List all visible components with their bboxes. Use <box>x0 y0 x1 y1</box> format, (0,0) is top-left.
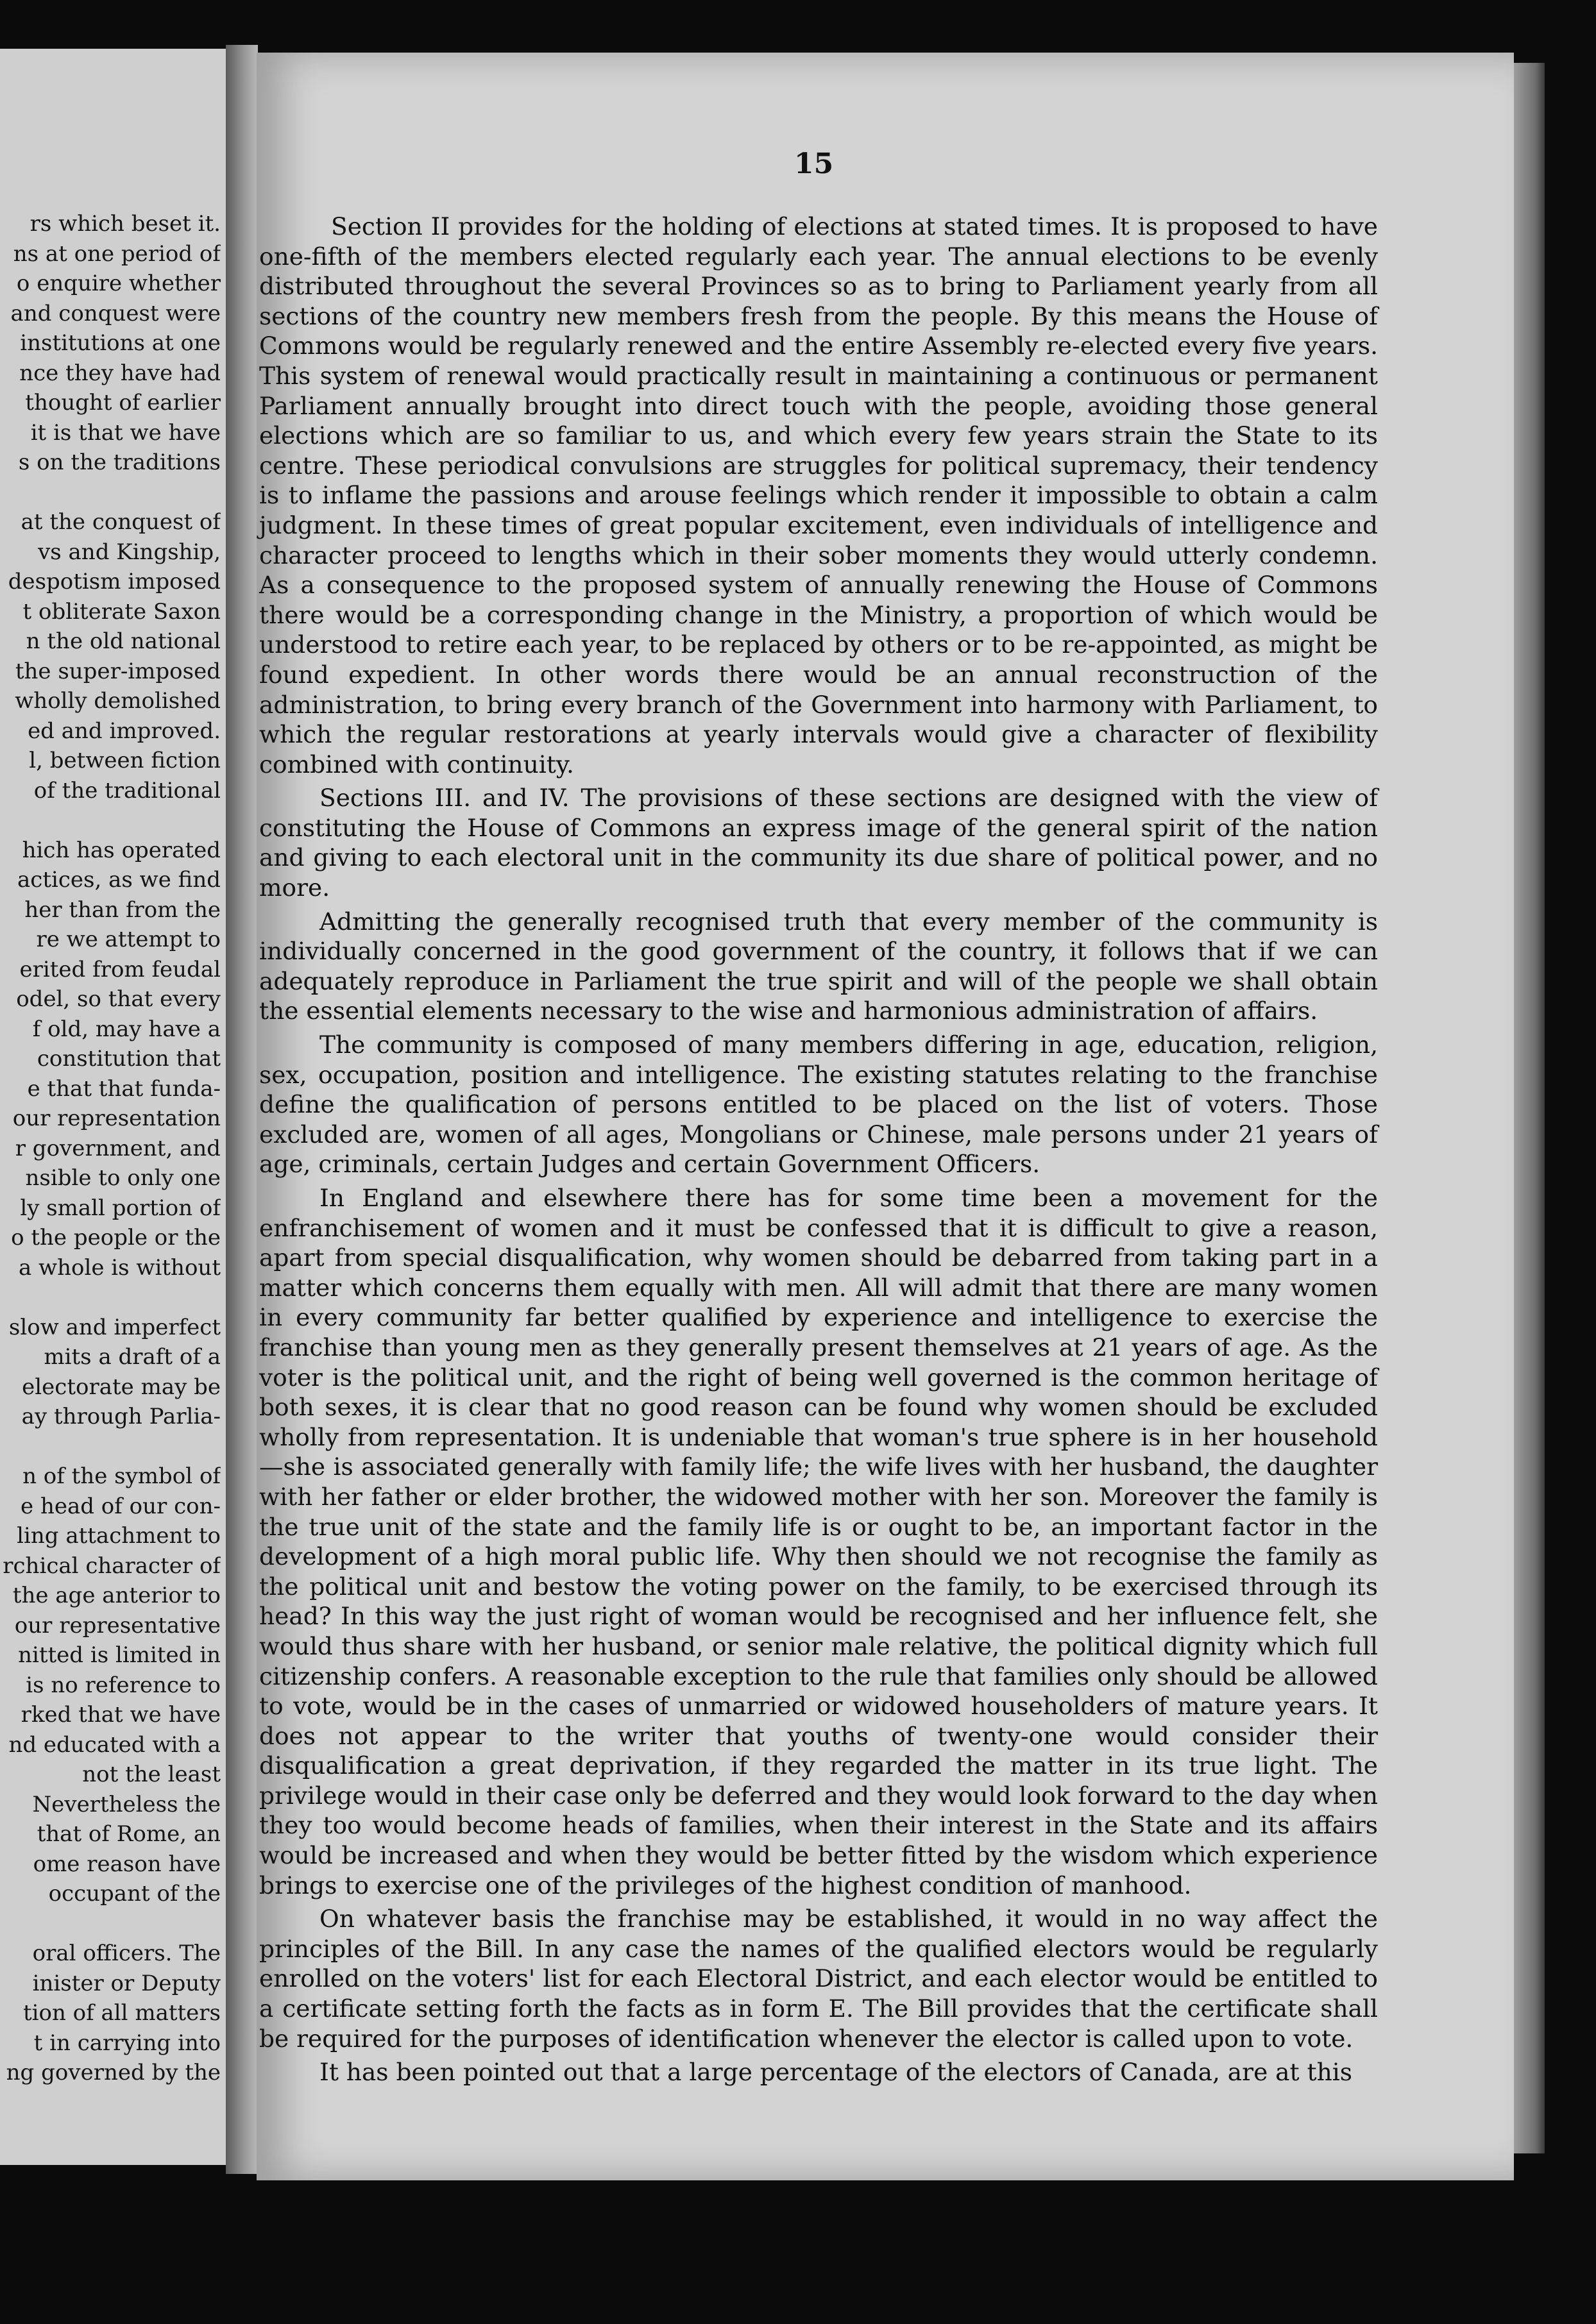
left-page-line: tion of all matters <box>22 2000 221 2026</box>
left-page-line: at the conquest of <box>21 509 221 535</box>
left-page-line: electorate may be <box>22 1374 221 1400</box>
left-page-line: a whole is without <box>18 1254 221 1281</box>
paragraph-england: In England and elsewhere there has for some time been a movement for the enfranchisement of women and it must be confessed that it is difficult to give a reason, apart from special disqualification, why women should be debarred from taking part in a matter which concerns them equally with men. All will admit that there are many women in every community far better qualified by experience and intelligence to exercise the franchise than young men as they generally present themselves at 21 years of age. As the voter is the political unit, and the right of being well governed is the common heritage of both sexes, it is clear that no good reason can be found why women should be excluded wholly from representation. It is undeniable that woman's true sphere is in her household—she is associated generally with family life; the wife lives with her husband, the daughter with her father or elder brother, the widowed mother with her son. Moreover the family is the true unit of the state and the family life is or ought to be, an important factor in the development of a high moral public life. Why then should we not recognise the family as the political unit and bestow the voting power on the family, to be exercised through its head? In this way the just right of woman would be recognised and her influence felt, she would thus share with her husband, or senior male relative, the political dignity which full citizenship confers. A reasonable exception to the rule that families only should be allowed to vote, would be in the cases of unmarried or widowed householders of mature years. It does not appear to the writer that youths of twenty-one would consider their disqualification a great deprivation, if they regarded the matter in its true light. The privilege would in their case only be deferred and they would look forward to the day when they too would become heads of families, when their interest in the State and its affairs would be increased and when they would be better fitted by the wisdom which experience brings to exercise one of the privileges of the highest condition of manhood. <box>259 1184 1378 1899</box>
left-page-line: the super-imposed <box>15 658 221 684</box>
left-page-line: o the people or the <box>11 1225 221 1250</box>
left-page-line: r government, and <box>15 1135 221 1161</box>
left-page-line: odel, so that every <box>16 986 221 1012</box>
left-page-line: ng governed by the <box>6 2060 221 2085</box>
paragraph-community: The community is composed of many members differing in age, education, religion, sex, occupation, position and intelligence. The existing statutes relating to the franchise define the qualification of persons entitled to be placed on the list of voters. Those excluded are, women of all ages, Mongolians or Chinese, male persons under 21 years of age, criminals, certain Judges and certain Government Officers. <box>259 1031 1378 1179</box>
left-page-line: l, between fiction <box>29 748 221 773</box>
left-page-line: rchical character of <box>3 1553 221 1579</box>
left-page-line: f old, may have a <box>32 1016 221 1042</box>
left-page-line: o enquire whether <box>16 271 221 296</box>
left-page-line: not the least <box>82 1762 221 1787</box>
left-page-line: e head of our con- <box>21 1493 221 1519</box>
left-page-text <box>0 209 221 2088</box>
left-page-line <box>0 805 221 836</box>
left-page-line: re we attempt to <box>36 927 221 952</box>
page-edge <box>1514 63 1545 2153</box>
left-page-line: nd educated with a <box>8 1731 221 1758</box>
left-page-line: nce they have had <box>19 360 221 386</box>
left-page-line: oral officers. The <box>32 1941 221 1966</box>
left-page-line: Nevertheless the <box>32 1791 221 1817</box>
left-page-line: is no reference to <box>26 1672 221 1698</box>
left-page-line: ly small portion of <box>20 1195 221 1221</box>
left-page-line: t in carrying into <box>33 2030 221 2056</box>
left-page-line: and conquest were <box>10 300 221 326</box>
left-page-line: ome reason have <box>33 1851 221 1877</box>
left-page-line: ed and improved. <box>28 718 221 744</box>
left-page-line: nitted is limited in <box>18 1642 221 1668</box>
left-page-line: that of Rome, an <box>37 1821 221 1847</box>
left-page-line: inister or Deputy <box>32 1970 221 1996</box>
left-page-line: wholly demolished <box>15 688 221 714</box>
left-page-line: of the traditional <box>33 777 221 804</box>
left-page-line: erited from feudal <box>19 956 221 982</box>
book-gutter <box>226 45 258 2174</box>
left-page-line: rs which beset it. <box>30 211 221 237</box>
left-page-line <box>0 1909 221 1939</box>
left-page-line: mits a draft of a <box>44 1344 221 1370</box>
left-page-line: vs and Kingship, <box>38 539 221 565</box>
left-page-line: hich has operated <box>22 837 221 863</box>
left-page-line: her than from the <box>24 897 221 923</box>
left-page-line: e that that funda- <box>27 1075 221 1102</box>
left-page-line: despotism imposed <box>8 569 221 594</box>
left-page-line: occupant of the <box>48 1881 221 1907</box>
left-page-line: it is that we have <box>30 419 221 446</box>
left-page-line: our representative <box>14 1612 221 1638</box>
left-page <box>0 49 226 2165</box>
left-page-line: ns at one period of <box>13 240 221 267</box>
page-number: 15 <box>794 147 834 180</box>
left-page-line: the age anterior to <box>12 1583 221 1608</box>
left-page-line: rked that we have <box>21 1702 221 1728</box>
left-page-line: n the old national <box>26 628 221 654</box>
left-page-line: institutions at one <box>20 330 221 356</box>
left-page-line: s on the traditions <box>18 450 221 475</box>
paragraph-section-ii: Section II provides for the holding of elections at stated times. It is proposed to have one-fifth of the members elected regularly each year. The annual elections to be evenly distributed throughout the several Provinces so as to bring to Parliament yearly from all sections of the country new members fresh from the people. By this means the House of Commons would be regularly renewed and the entire Assembly re-elected every five years. This system of renewal would practically result in maintaining a continuous or permanent Parliament annually brought into direct touch with the people, avoiding those general elections which are so familiar to us, and which every few years strain the State to its centre. These periodical convulsions are struggles for political supremacy, their tendency is to inflame the passions and arouse feelings which render it impossible to obtain a calm judgment. In these times of great popular excitement, even individuals of intelligence and character proceed to lengths which in their sober moments they would utterly condemn. As a consequence to the proposed system of annually renewing the House of Commons there would be a corresponding change in the Ministry, a proportion of which would be understood to retire each year, to be replaced by others or to be re-appointed, as might be found expedient. In other words there would be an annual reconstruction of the administration, to bring every branch of the Government into harmony with Parliament, to which the regular restorations at yearly intervals would give a character of flexibility combined with continuity. <box>259 212 1378 779</box>
left-page-line: slow and imperfect <box>8 1314 221 1340</box>
paragraph-sections-iii-iv: Sections III. and IV. The provisions of these sections are designed with the view of constituting the House of Commons an express image of the general spirit of the nation and giving to each electoral unit in the community its due share of political power, and no more. <box>259 784 1378 902</box>
left-page-line: n of the symbol of <box>22 1463 221 1489</box>
body-text <box>259 212 1378 2091</box>
left-page-line: our representation <box>12 1106 221 1131</box>
left-page-line: nsible to only one <box>25 1165 221 1191</box>
paragraph-franchise-basis: On whatever basis the franchise may be established, it would in no way affect the principles of the Bill. In any case the names of the qualified electors would be regularly enrolled on the voters' list for each Electoral District, and each elector would be entitled to a certificate setting forth the facts as in form E. The Bill provides that the certificate shall be required for the purposes of identification whenever the elector is called upon to vote. <box>259 1905 1378 2053</box>
left-page-line: ling attachment to <box>17 1523 221 1549</box>
paragraph-electors-percentage: It has been pointed out that a large percentage of the electors of Canada, are at this <box>319 2058 1352 2087</box>
left-page-line: thought of earlier <box>25 390 221 416</box>
left-page-line: actices, as we find <box>17 867 221 893</box>
paragraph-admitting: Admitting the generally recognised truth that every member of the community is individually concerned in the good government of the country, it follows that if we can adequately reproduce in Parliament the true spirit and will of the people we shall obtain the essential elements necessary to the wise and harmonious administration of affairs. <box>259 907 1378 1025</box>
left-page-line: ay through Parlia- <box>21 1404 221 1429</box>
left-page-line: t obliterate Saxon <box>22 598 221 625</box>
left-page-line <box>0 1283 221 1313</box>
left-page-line <box>0 1432 221 1462</box>
left-page-line <box>0 478 221 508</box>
left-page-line: constitution that <box>37 1046 221 1072</box>
